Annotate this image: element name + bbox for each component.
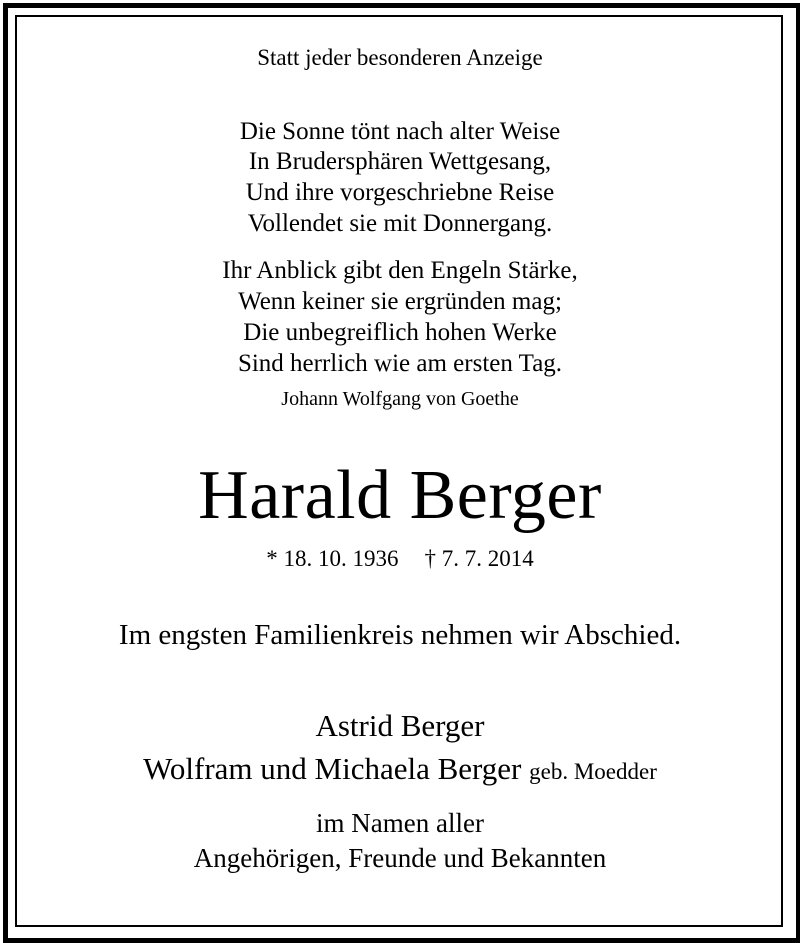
signatory-line: Astrid Berger [315,708,485,743]
nee-name: geb. Moedder [529,759,657,784]
death-date: † 7. 7. 2014 [424,546,534,571]
signatory-line [0,753,800,784]
birth-date: * 18. 10. 1936 [266,546,399,571]
poem-line: Und ihre vorgeschriebne Reise [245,179,555,206]
notice-header: Statt jeder besonderen Anzeige [257,45,543,70]
poem-line: In Brudersphären Wettgesang, [248,148,552,175]
farewell-text: Im engsten Familienkreis nehmen wir Abschied. [118,619,682,651]
signatory-names: Wolfram und Michaela Berger [143,751,522,786]
signatory-line: Angehörigen, Freunde und Bekannten [193,843,607,873]
poem-line: Ihr Anblick gibt den Engeln Stärke, [222,257,578,284]
signatory-line: im Namen aller [316,808,484,838]
poem-line: Wenn keiner sie ergründen mag; [238,288,562,315]
poem-line: Vollendet sie mit Donnergang. [247,210,553,237]
poem-line: Sind herrlich wie am ersten Tag. [237,350,563,377]
deceased-name: Harald Berger [198,457,602,534]
poem-author: Johann Wolfgang von Goethe [281,388,519,410]
poem-line: Die Sonne tönt nach alter Weise [239,118,561,145]
poem-line: Die unbegreiflich hohen Werke [243,319,557,346]
life-dates [0,547,800,570]
